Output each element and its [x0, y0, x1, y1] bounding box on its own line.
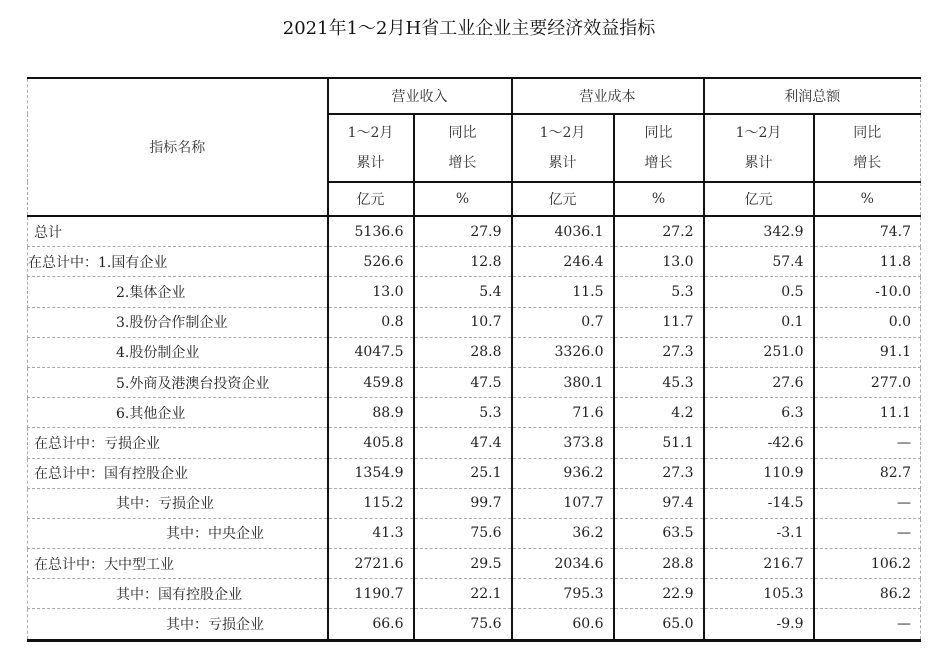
profit-yoy: -10.0: [814, 277, 921, 307]
profit-yoy: 91.1: [814, 337, 921, 367]
revenue-cumulative: 4047.5: [328, 337, 414, 367]
cost-cumulative: 380.1: [512, 367, 614, 397]
cost-cumulative: 373.8: [512, 428, 614, 458]
header-cum-line1: 1～2月: [539, 125, 586, 141]
unit-percent: %: [814, 182, 921, 216]
row-name: 在总计中：国有控股企业: [34, 466, 188, 483]
cost-yoy: 51.1: [614, 428, 704, 458]
cost-cumulative: 107.7: [512, 488, 614, 518]
cost-yoy: 28.8: [614, 549, 704, 579]
table-row: [28, 579, 921, 609]
profit-cumulative: -9.9: [704, 609, 814, 640]
header-yoy: [614, 114, 704, 182]
indicator-table: [27, 77, 921, 642]
profit-cumulative: 216.7: [704, 549, 814, 579]
table-title: 2021年1～2月H省工业企业主要经济效益指标: [282, 18, 656, 39]
revenue-yoy: 5.3: [414, 398, 512, 428]
header-cum-line1: 1～2月: [347, 125, 394, 141]
cost-cumulative: 60.6: [512, 609, 614, 640]
row-name: 3.股份合作制企业: [116, 315, 228, 332]
row-name: 6.其他企业: [116, 405, 186, 422]
revenue-cumulative: 2721.6: [328, 549, 414, 579]
profit-cumulative: 110.9: [704, 458, 814, 488]
profit-cumulative: 251.0: [704, 337, 814, 367]
cost-yoy: 65.0: [614, 609, 704, 640]
header-revenue: 营业收入: [328, 78, 512, 114]
profit-cumulative: 6.3: [704, 398, 814, 428]
row-label: [28, 398, 328, 428]
cost-yoy: 5.3: [614, 277, 704, 307]
table-row: [28, 609, 921, 640]
table-row: [28, 247, 921, 277]
profit-cumulative: -14.5: [704, 488, 814, 518]
revenue-yoy: 47.4: [414, 428, 512, 458]
table-row: [28, 428, 921, 458]
cost-cumulative: 246.4: [512, 247, 614, 277]
row-name: 4.股份制企业: [116, 345, 200, 362]
table-row: [28, 216, 921, 247]
row-label: [28, 337, 328, 367]
cost-yoy: 22.9: [614, 579, 704, 609]
revenue-cumulative: 66.6: [328, 609, 414, 640]
header-yoy: [814, 114, 921, 182]
profit-yoy: 277.0: [814, 367, 921, 397]
profit-cumulative: 27.6: [704, 367, 814, 397]
revenue-cumulative: 41.3: [328, 518, 414, 548]
cost-cumulative: 4036.1: [512, 216, 614, 247]
row-name: 总计: [34, 224, 62, 241]
row-name: 5.外商及港澳台投资企业: [116, 375, 270, 392]
cost-yoy: 45.3: [614, 367, 704, 397]
header-cum-line2: 累计: [548, 155, 577, 171]
row-label: [28, 277, 328, 307]
unit-amount: 亿元: [512, 182, 614, 216]
row-name: 1.国有企业: [98, 254, 168, 271]
profit-yoy: 11.8: [814, 247, 921, 277]
cost-yoy: 27.3: [614, 458, 704, 488]
revenue-yoy: 99.7: [414, 488, 512, 518]
revenue-yoy: 10.7: [414, 307, 512, 337]
unit-amount: 亿元: [704, 182, 814, 216]
cost-yoy: 13.0: [614, 247, 704, 277]
revenue-cumulative: 405.8: [328, 428, 414, 458]
profit-yoy: —: [814, 428, 921, 458]
revenue-yoy: 27.9: [414, 216, 512, 247]
row-label: [28, 518, 328, 548]
profit-yoy: 106.2: [814, 549, 921, 579]
revenue-cumulative: 13.0: [328, 277, 414, 307]
header-cost: 营业成本: [512, 78, 704, 114]
row-name: 其中：亏损企业: [116, 496, 214, 513]
revenue-cumulative: 0.8: [328, 307, 414, 337]
revenue-yoy: 25.1: [414, 458, 512, 488]
revenue-cumulative: 5136.6: [328, 216, 414, 247]
table-row: [28, 458, 921, 488]
header-yoy-line2: 增长: [853, 155, 882, 171]
profit-cumulative: -3.1: [704, 518, 814, 548]
row-label: [28, 579, 328, 609]
header-yoy-line1: 同比: [644, 125, 673, 141]
cost-yoy: 27.3: [614, 337, 704, 367]
cost-yoy: 27.2: [614, 216, 704, 247]
revenue-yoy: 5.4: [414, 277, 512, 307]
table-row: [28, 337, 921, 367]
row-name: 在总计中：大中型工业: [34, 556, 174, 573]
cost-cumulative: 0.7: [512, 307, 614, 337]
revenue-yoy: 29.5: [414, 549, 512, 579]
header-yoy-line2: 增长: [448, 155, 477, 171]
table-row: [28, 518, 921, 548]
header-indicator-name: 指标名称: [28, 78, 328, 216]
row-name: 其中：中央企业: [166, 526, 264, 543]
row-label: [28, 609, 328, 640]
profit-yoy: 0.0: [814, 307, 921, 337]
revenue-yoy: 75.6: [414, 518, 512, 548]
cost-yoy: 63.5: [614, 518, 704, 548]
profit-cumulative: 342.9: [704, 216, 814, 247]
cost-yoy: 97.4: [614, 488, 704, 518]
profit-yoy: 86.2: [814, 579, 921, 609]
table-row: [28, 398, 921, 428]
profit-cumulative: 57.4: [704, 247, 814, 277]
cost-cumulative: 36.2: [512, 518, 614, 548]
revenue-cumulative: 1354.9: [328, 458, 414, 488]
cost-cumulative: 2034.6: [512, 549, 614, 579]
revenue-yoy: 28.8: [414, 337, 512, 367]
profit-cumulative: 105.3: [704, 579, 814, 609]
table-row: [28, 488, 921, 518]
header-cum-line2: 累计: [356, 155, 385, 171]
row-prefix: 在总计中：: [28, 254, 98, 271]
table-row: [28, 549, 921, 579]
row-name: 其中：国有控股企业: [116, 586, 242, 603]
header-yoy-line2: 增长: [644, 155, 673, 171]
profit-yoy: —: [814, 488, 921, 518]
header-cumulative: [512, 114, 614, 182]
row-label: [28, 247, 328, 277]
header-cumulative: [704, 114, 814, 182]
header-yoy-line1: 同比: [448, 125, 477, 141]
header-cumulative: [328, 114, 414, 182]
cost-yoy: 4.2: [614, 398, 704, 428]
row-label: [28, 307, 328, 337]
revenue-yoy: 47.5: [414, 367, 512, 397]
row-label: [28, 549, 328, 579]
table-row: [28, 277, 921, 307]
header-profit: 利润总额: [704, 78, 921, 114]
row-label: [28, 458, 328, 488]
revenue-cumulative: 526.6: [328, 247, 414, 277]
header-yoy: [414, 114, 512, 182]
cost-cumulative: 11.5: [512, 277, 614, 307]
row-name: 在总计中：亏损企业: [34, 435, 160, 452]
unit-percent: %: [614, 182, 704, 216]
profit-cumulative: -42.6: [704, 428, 814, 458]
revenue-yoy: 12.8: [414, 247, 512, 277]
revenue-cumulative: 115.2: [328, 488, 414, 518]
profit-yoy: 11.1: [814, 398, 921, 428]
cost-cumulative: 795.3: [512, 579, 614, 609]
row-label: [28, 488, 328, 518]
profit-yoy: 82.7: [814, 458, 921, 488]
cost-yoy: 11.7: [614, 307, 704, 337]
unit-amount: 亿元: [328, 182, 414, 216]
table-row: [28, 307, 921, 337]
unit-percent: %: [414, 182, 512, 216]
header-cum-line2: 累计: [744, 155, 773, 171]
revenue-cumulative: 459.8: [328, 367, 414, 397]
row-label: [28, 367, 328, 397]
cost-cumulative: 936.2: [512, 458, 614, 488]
row-name: 其中：亏损企业: [166, 617, 264, 634]
profit-yoy: —: [814, 518, 921, 548]
table-row: [28, 367, 921, 397]
revenue-yoy: 22.1: [414, 579, 512, 609]
profit-yoy: 74.7: [814, 216, 921, 247]
profit-cumulative: 0.5: [704, 277, 814, 307]
row-name: 2.集体企业: [116, 284, 186, 301]
profit-yoy: —: [814, 609, 921, 640]
row-label: [28, 428, 328, 458]
row-label: [28, 216, 328, 247]
revenue-cumulative: 88.9: [328, 398, 414, 428]
revenue-yoy: 75.6: [414, 609, 512, 640]
revenue-cumulative: 1190.7: [328, 579, 414, 609]
cost-cumulative: 71.6: [512, 398, 614, 428]
cost-cumulative: 3326.0: [512, 337, 614, 367]
header-yoy-line1: 同比: [853, 125, 882, 141]
header-cum-line1: 1～2月: [735, 125, 782, 141]
profit-cumulative: 0.1: [704, 307, 814, 337]
